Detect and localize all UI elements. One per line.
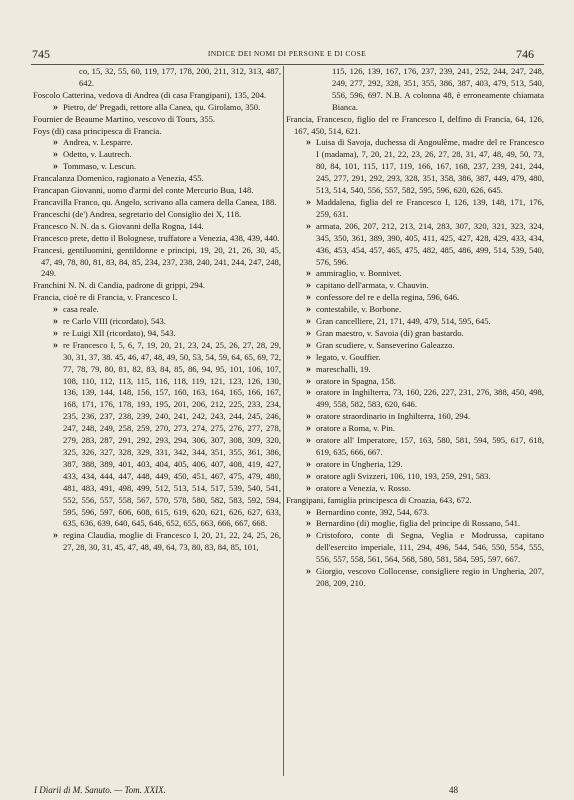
entry-text: Andrea, v. Lesparre. <box>63 137 133 148</box>
index-entry <box>33 173 281 185</box>
entry-text: Frangipani, famiglia principesca di Croazia, 643, 672. <box>286 494 472 505</box>
index-subentry <box>286 423 544 435</box>
index-entry <box>33 221 281 233</box>
entry-text: oratore a Roma, v. Pin. <box>316 423 395 434</box>
index-subentry <box>286 316 544 328</box>
subentry-marker: » <box>306 482 311 494</box>
index-subentry <box>286 197 544 221</box>
subentry-marker: » <box>306 458 311 470</box>
entry-text: Foys (di) casa principesca di Francia. <box>33 125 162 136</box>
subentry-marker: » <box>53 161 58 173</box>
entry-text: regina Claudia, moglie di Francesco I, 20, 21, 22, 24, 25, 26, 27, 28, 30, 31, 45, 47, 48, 49, 64, 73, 80, 83, 84, 85, 101, <box>63 530 281 553</box>
index-subentry <box>286 340 544 352</box>
subentry-marker: » <box>306 518 311 530</box>
entry-text: Franceschi (de') Andrea, segretario del Consiglio dei X, 118. <box>33 208 242 219</box>
entry-text: Francapan Giovanni, uomo d'armi del conte Mercurio Bua, 148. <box>33 185 254 196</box>
index-subentry <box>33 137 281 149</box>
entry-text: Bernardino conte, 392, 544, 673. <box>316 506 430 517</box>
index-subentry <box>286 411 544 423</box>
entry-text: oratore in Ungheria, 129. <box>316 458 403 469</box>
entry-text: Francavilla Franco, qu. Angelo, scrivano alla camera della Canea, 188. <box>33 196 277 207</box>
entry-text: casa reale. <box>63 304 99 315</box>
index-subentry <box>286 292 544 304</box>
subentry-marker: » <box>306 387 311 399</box>
subentry-marker: » <box>306 423 311 435</box>
entry-text: oratore all' Imperatore, 157, 163, 580, 581, 594, 595, 617, 618, 619, 635, 666, 667. <box>316 435 544 457</box>
index-subentry <box>286 376 544 388</box>
index-subentry <box>286 137 544 197</box>
index-entry <box>286 114 544 138</box>
subentry-marker: » <box>306 339 311 351</box>
index-entry <box>33 126 281 138</box>
index-subentry <box>286 530 544 566</box>
index-subentry <box>286 471 544 483</box>
entry-text: Gran maestro, v. Savoia (di) gran bastardo. <box>316 327 464 338</box>
subentry-marker: » <box>53 339 58 351</box>
index-subentry <box>286 364 544 376</box>
index-subentry <box>286 328 544 340</box>
subentry-marker: » <box>53 137 58 149</box>
subentry-marker: » <box>306 280 311 292</box>
subentry-marker: » <box>306 220 311 232</box>
entry-text: Odetto, v. Lautrech. <box>63 149 132 160</box>
entry-text: Francalanza Domenico, ragionato a Venezia, 455. <box>33 173 204 184</box>
index-subentry <box>33 149 281 161</box>
subentry-marker: » <box>53 316 58 328</box>
entry-text: Bernardino (di) moglie, figlia del principe di Rossano, 541. <box>316 518 521 529</box>
index-subentry <box>33 102 281 114</box>
entry-text: Francesco N. N. da s. Giovanni della Rogna, 144. <box>33 220 204 231</box>
index-subentry <box>33 328 281 340</box>
index-subentry <box>33 161 281 173</box>
entry-text: ammiraglio, v. Bonnivet. <box>316 268 402 279</box>
subentry-marker: » <box>306 506 311 518</box>
index-subentry <box>286 566 544 590</box>
index-continuation <box>286 66 544 114</box>
entry-text: legato, v. Gouffier. <box>316 351 381 362</box>
index-subentry <box>286 352 544 364</box>
right-column <box>286 66 544 590</box>
entry-text: Francesco prete, detto il Bolognese, truffatore a Venezia, 438, 439, 440. <box>33 232 280 243</box>
index-subentry <box>286 507 544 519</box>
page-number-right: 746 <box>516 47 534 61</box>
index-subentry <box>33 340 281 531</box>
entry-text: Cristoforo, conte di Segna, Veglia e Modrussa, capitano dell'esercito imperiale, 111, 294, 496, 544, 546, 550, 554, 555, 556, 557, 558, 561, 564, 568, 580, 581, 584, 595, 597, 667. <box>316 530 544 565</box>
index-continuation <box>33 66 281 90</box>
entry-text: oratore a Venezia, v. Rosso. <box>316 482 411 493</box>
footer-title: I Diarii di M. Sanuto. — Tom. XXIX. <box>34 785 166 795</box>
index-subentry <box>33 304 281 316</box>
subentry-marker: » <box>306 292 311 304</box>
entry-text: Tommaso, v. Lescun. <box>63 161 137 172</box>
subentry-marker: » <box>306 411 311 423</box>
index-subentry <box>286 435 544 459</box>
index-entry <box>33 209 281 221</box>
entry-text: Francia, cioè re di Francia, v. Francesco I. <box>33 292 178 303</box>
entry-text: Foscolo Catterina, vedova di Andrea (di casa Frangipani), 135, 204. <box>33 89 267 100</box>
subentry-marker: » <box>306 304 311 316</box>
entry-text: Luisa di Savoja, duchessa di Angoulême, madre del re Francesco I (madama), 7, 20, 21, 22, 23, 26, 27, 28, 31, 47, 48, 49, 50, 73, 80, 84, 101, 115, 117, 119, 166, 167, 168, 237, 239, 241, 244, 245, 277, 291, 292, 293, 328, 351, 358, 386, 387, 449, 479, 480, 513, 514, 540, 556, 557, 582, 595, 596, 620, 626, 645. <box>316 137 544 196</box>
index-entry <box>33 114 281 126</box>
entry-text: re Luigi XII (ricordato), 94, 543. <box>63 327 176 338</box>
entry-text: Gran cancelliere, 21, 171, 449, 479, 514, 595, 645. <box>316 316 491 327</box>
subentry-marker: » <box>306 268 311 280</box>
index-entry <box>33 185 281 197</box>
index-subentry <box>286 518 544 530</box>
index-subentry <box>33 316 281 328</box>
subentry-marker: » <box>53 149 58 161</box>
entry-text: contestabile, v. Borbone. <box>316 304 402 315</box>
index-entry <box>286 495 544 507</box>
entry-text: Giorgio, vescovo Collocense, consigliere regio in Ungheria, 207, 208, 209, 210. <box>316 566 544 588</box>
subentry-marker: » <box>306 566 311 578</box>
subentry-marker: » <box>306 137 311 149</box>
entry-text: Fournier de Beaume Martino, vescovo di Tours, 355. <box>33 113 216 124</box>
index-entry <box>33 90 281 102</box>
entry-text: oratore in Inghilterra, 73, 160, 226, 227, 231, 276, 388, 450, 498, 499, 558, 582, 583, 620, 646. <box>316 387 544 410</box>
entry-text: mareschalli, 19. <box>316 363 371 374</box>
entry-text: oratore agli Svizzeri, 106, 110, 193, 259, 291, 583. <box>316 470 491 481</box>
left-column <box>33 66 281 554</box>
entry-text: oratore in Spagna, 158. <box>316 375 396 386</box>
index-subentry <box>286 483 544 495</box>
entry-text: 115, 126, 139, 167, 176, 237, 239, 241, 252, 244, 247, 248, 249, 277, 292, 328, 351, 355, 386, 387, 403, 479, 513, 540, 556, 596, 697. N.B. A colonna 48, è erroneamente chiamata Bianca. <box>332 66 544 112</box>
index-subentry <box>286 268 544 280</box>
subentry-marker: » <box>306 327 311 339</box>
entry-text: capitano dell'armata, v. Chauvin. <box>316 280 429 291</box>
subentry-marker: » <box>306 316 311 328</box>
index-entry <box>33 245 281 281</box>
subentry-marker: » <box>306 470 311 482</box>
subentry-marker: » <box>53 530 58 542</box>
column-divider <box>283 66 284 776</box>
entry-text: re Francesco I, 5, 6, 7, 19, 20, 21, 23, 24, 25, 26, 27, 28, 29, 30, 31, 37, 38. 45, 46, 47, 48, 49, 50, 53, 54, 59, 64, 65, 69, 72, 77, 78, 79, 80, 81, 82, 83, 84, 85, 86, 94, 95, 101, 106, 107, 108, 110, 112, 113, 115, 116, 118, 119, 121, 123, 126, 130, 136, 139, 144, 148, 156, 157, 160, 163, 164, 165, 166, 167, 168, 171, 176, 178, 193, 195, 201, 206, 212, 225, 233, 234, 235, 236, 237, 238, 239, 240, 241, 242, 243, 244, 245, 246, 247, 248, 249, 258, 259, 270, 273, 274, 275, 276, 277, 278, 279, 283, 287, 291, 292, 293, 294, 306, 307, 308, 309, 320, 325, 326, 327, 328, 329, 331, 342, 344, 351, 355, 361, 386, 387, 388, 389, 401, 403, 404, 405, 406, 407, 408, 419, 427, 433, 434, 444, 447, 448, 449, 450, 451, 467, 475, 479, 480, 481, 483, 491, 498, 499, 512, 513, 514, 517, 539, 540, 541, 552, 556, 557, 558, 567, 570, 578, 580, 582, 583, 592, 594, 595, 596, 597, 606, 608, 615, 619, 620, 621, 626, 627, 633, 635, 636, 639, 640, 645, 646, 652, 655, 663, 666, 667, 668. <box>63 339 281 529</box>
subentry-marker: » <box>306 363 311 375</box>
subentry-marker: » <box>306 530 311 542</box>
subentry-marker: » <box>53 327 58 339</box>
index-subentry <box>286 221 544 269</box>
index-entry <box>33 233 281 245</box>
entry-text: Franchini N. N. di Candia, padrone di grippi, 294. <box>33 280 206 291</box>
entry-text: confessore del re e della regina, 596, 646. <box>316 292 460 303</box>
subentry-marker: » <box>306 351 311 363</box>
footer-signature: 48 <box>449 785 458 795</box>
subentry-marker: » <box>53 304 58 316</box>
entry-text: armata, 206, 207, 212, 213, 214, 283, 307, 320, 321, 323, 324, 345, 350, 361, 389, 390, 405, 411, 425, 427, 428, 429, 433, 434, 436, 453, 454, 457, 465, 475, 482, 485, 486, 499, 514, 539, 540, 576, 596. <box>316 220 544 267</box>
subentry-marker: » <box>306 196 311 208</box>
entry-text: Gran scudiere, v. Sanseverino Galeazzo. <box>316 339 455 350</box>
entry-text: co, 15, 32, 55, 60, 119, 177, 178, 200, 211, 312, 313, 487, 642. <box>79 66 281 88</box>
index-entry <box>33 292 281 304</box>
index-subentry <box>286 280 544 292</box>
index-entry <box>33 280 281 292</box>
subentry-marker: » <box>53 101 58 113</box>
index-entry <box>33 197 281 209</box>
page-number-left: 745 <box>32 47 50 61</box>
index-subentry <box>33 530 281 554</box>
index-subentry <box>286 459 544 471</box>
subentry-marker: » <box>306 435 311 447</box>
running-title: INDICE DEI NOMI DI PERSONE E DI COSE <box>207 49 367 58</box>
header-rule <box>31 64 544 65</box>
running-header <box>0 47 574 61</box>
entry-text: oratore straordinario in Inghilterra, 160, 294. <box>316 411 471 422</box>
subentry-marker: » <box>306 375 311 387</box>
index-subentry <box>286 387 544 411</box>
index-subentry <box>286 304 544 316</box>
entry-text: re Carlo VIII (ricordato), 543. <box>63 316 166 327</box>
entry-text: Francesi, gentiluomini, gentildonne e principi, 19, 20, 21, 26, 30, 45, 47, 49, 78, 80, 81, 83, 84, 85, 234, 237, 238, 240, 241, 244, 247, 248, 249. <box>33 244 281 279</box>
entry-text: Maddalena, figlia del re Francesco I, 126, 139, 148, 171, 176, 259, 631. <box>316 196 544 219</box>
entry-text: Pietro, de' Pregadi, rettore alla Canea, qu. Girolamo, 350. <box>63 101 261 112</box>
entry-text: Francia, Francesco, figlio del re Francesco I, delfino di Francia, 64, 126, 167, 450, 514, 621. <box>286 113 544 136</box>
